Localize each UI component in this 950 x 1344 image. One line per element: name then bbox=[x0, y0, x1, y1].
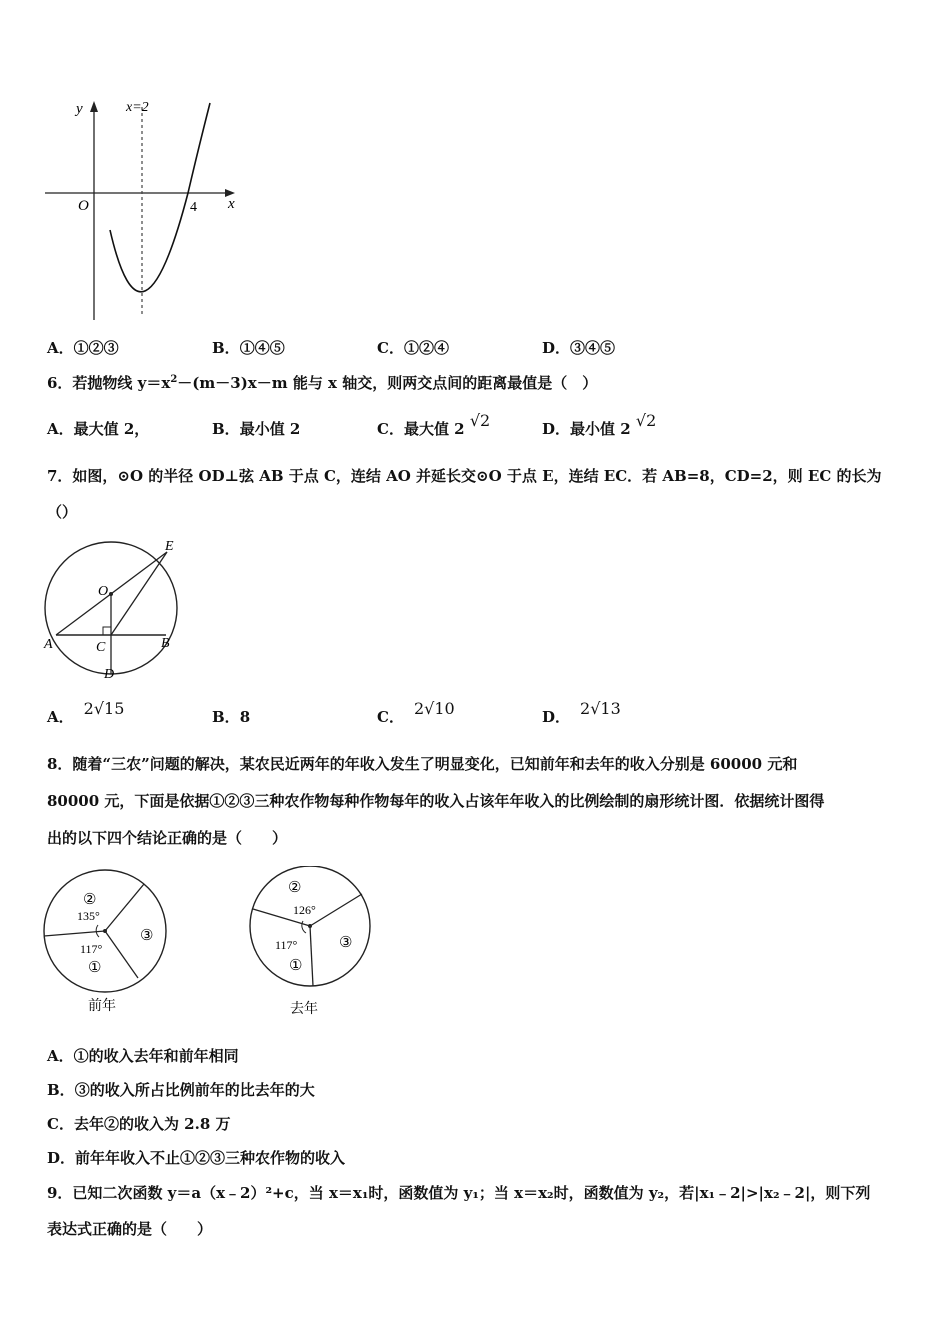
pie-prev-sector-1: ① bbox=[88, 960, 102, 976]
q6-option-c: C．最大值 2 √2 bbox=[377, 411, 491, 438]
q9-stem-line2: 表达式正确的是（ ） bbox=[47, 1220, 213, 1238]
pie-last-sector-1: ① bbox=[289, 958, 303, 974]
q7-option-d: D． 2√13 bbox=[542, 699, 621, 726]
pie-last-radius-1 bbox=[310, 894, 362, 926]
point-b: B bbox=[161, 636, 170, 651]
q7-option-b: B．8 bbox=[212, 708, 251, 726]
parabola-figure bbox=[40, 95, 250, 325]
pie-prev-year bbox=[40, 866, 175, 1021]
point-c: C bbox=[96, 640, 106, 655]
q9-stem-line1: 9．已知二次函数 y＝a（x﹣2）²+c，当 x＝x₁时，函数值为 y₁；当 x＝x₂时，函数值为 y₂，若|x₁﹣2|>|x₂﹣2|，则下列 bbox=[47, 1184, 871, 1202]
q5-option-c: C．①②④ bbox=[377, 339, 449, 357]
q8-stem-line2: 80000 元，下面是依据①②③三种农作物每种作物每年的收入占该年年收入的比例绘制的扇形统计图．依据统计图得 bbox=[47, 792, 825, 810]
q6-option-d: D．最小值 2 √2 bbox=[542, 411, 657, 438]
origin-label: O bbox=[78, 198, 89, 214]
parabola-curve bbox=[110, 103, 210, 292]
q8-option-d: D．前年年收入不止①②③三种农作物的收入 bbox=[47, 1149, 346, 1167]
q6-stem: 6．若抛物线 $y=x^2-(m-3)x-m$ 能与 x 轴交，则两交点间的距离最值是（ ） bbox=[47, 374, 598, 392]
center-dot bbox=[109, 592, 113, 596]
q7-stem-line1: 7．如图，⊙O 的半径 OD⊥弦 AB 于点 C，连结 AO 并延长交⊙O 于点 E，连结 EC．若 AB=8，CD=2，则 EC 的长为 bbox=[47, 467, 882, 485]
pie-prev-sector-3: ③ bbox=[140, 928, 154, 944]
pie-prev-radius-1 bbox=[105, 884, 144, 931]
pie-prev-sector-2: ② bbox=[83, 892, 97, 908]
root-label: 4 bbox=[190, 200, 197, 215]
pie-last-year bbox=[245, 866, 380, 1021]
q5-option-a: A．①②③ bbox=[47, 339, 119, 357]
q7-stem-line2: （） bbox=[47, 503, 78, 521]
point-a: A bbox=[44, 637, 53, 652]
pie-last-angle-2: 126° bbox=[293, 903, 316, 917]
pie-prev-radius-3 bbox=[105, 931, 138, 978]
q6-option-b: B．最小值 2 bbox=[212, 420, 301, 438]
x-label: x bbox=[228, 196, 235, 212]
pie-last-angle-arc bbox=[302, 921, 306, 933]
q7-option-a: A． 2√15 bbox=[47, 699, 125, 726]
guide-label: x=2 bbox=[126, 100, 149, 115]
q8-option-b: B．③的收入所占比例前年的比去年的大 bbox=[47, 1081, 315, 1099]
q5-option-d: D．③④⑤ bbox=[542, 339, 616, 357]
point-e: E bbox=[165, 539, 174, 554]
q7-option-c: C． 2√10 bbox=[377, 699, 455, 726]
q8-option-c: C．去年②的收入为 2.8 万 bbox=[47, 1115, 231, 1133]
q5-option-b: B．①④⑤ bbox=[212, 339, 285, 357]
pie-prev-angle-2: 135° bbox=[77, 909, 100, 923]
pie-prev-angle-1: 117° bbox=[80, 942, 103, 956]
pie-last-sector-2: ② bbox=[288, 880, 302, 896]
q8-stem-line1: 8．随着“三农”问题的解决，某农民近两年的年收入发生了明显变化，已知前年和去年的收入分别是 60000 元和 bbox=[47, 755, 798, 773]
point-o: O bbox=[98, 584, 109, 599]
pie-last-radius-3 bbox=[310, 926, 313, 986]
q8-option-a: A．①的收入去年和前年相同 bbox=[47, 1047, 239, 1065]
q6-option-a: A．最大值 2， bbox=[47, 420, 150, 438]
point-d: D bbox=[104, 667, 115, 682]
pie-last-caption: 去年 bbox=[290, 1001, 318, 1017]
q8-stem-line3: 出的以下四个结论正确的是（ ） bbox=[47, 829, 288, 847]
y-axis-arrow bbox=[90, 101, 98, 112]
right-angle-mark bbox=[103, 627, 111, 635]
pie-last-sector-3: ③ bbox=[339, 935, 353, 951]
circle-figure bbox=[40, 538, 190, 686]
y-label: y bbox=[76, 101, 83, 117]
line-ec bbox=[111, 552, 167, 635]
pie-last-angle-1: 117° bbox=[275, 938, 298, 952]
pie-prev-caption: 前年 bbox=[88, 998, 116, 1014]
